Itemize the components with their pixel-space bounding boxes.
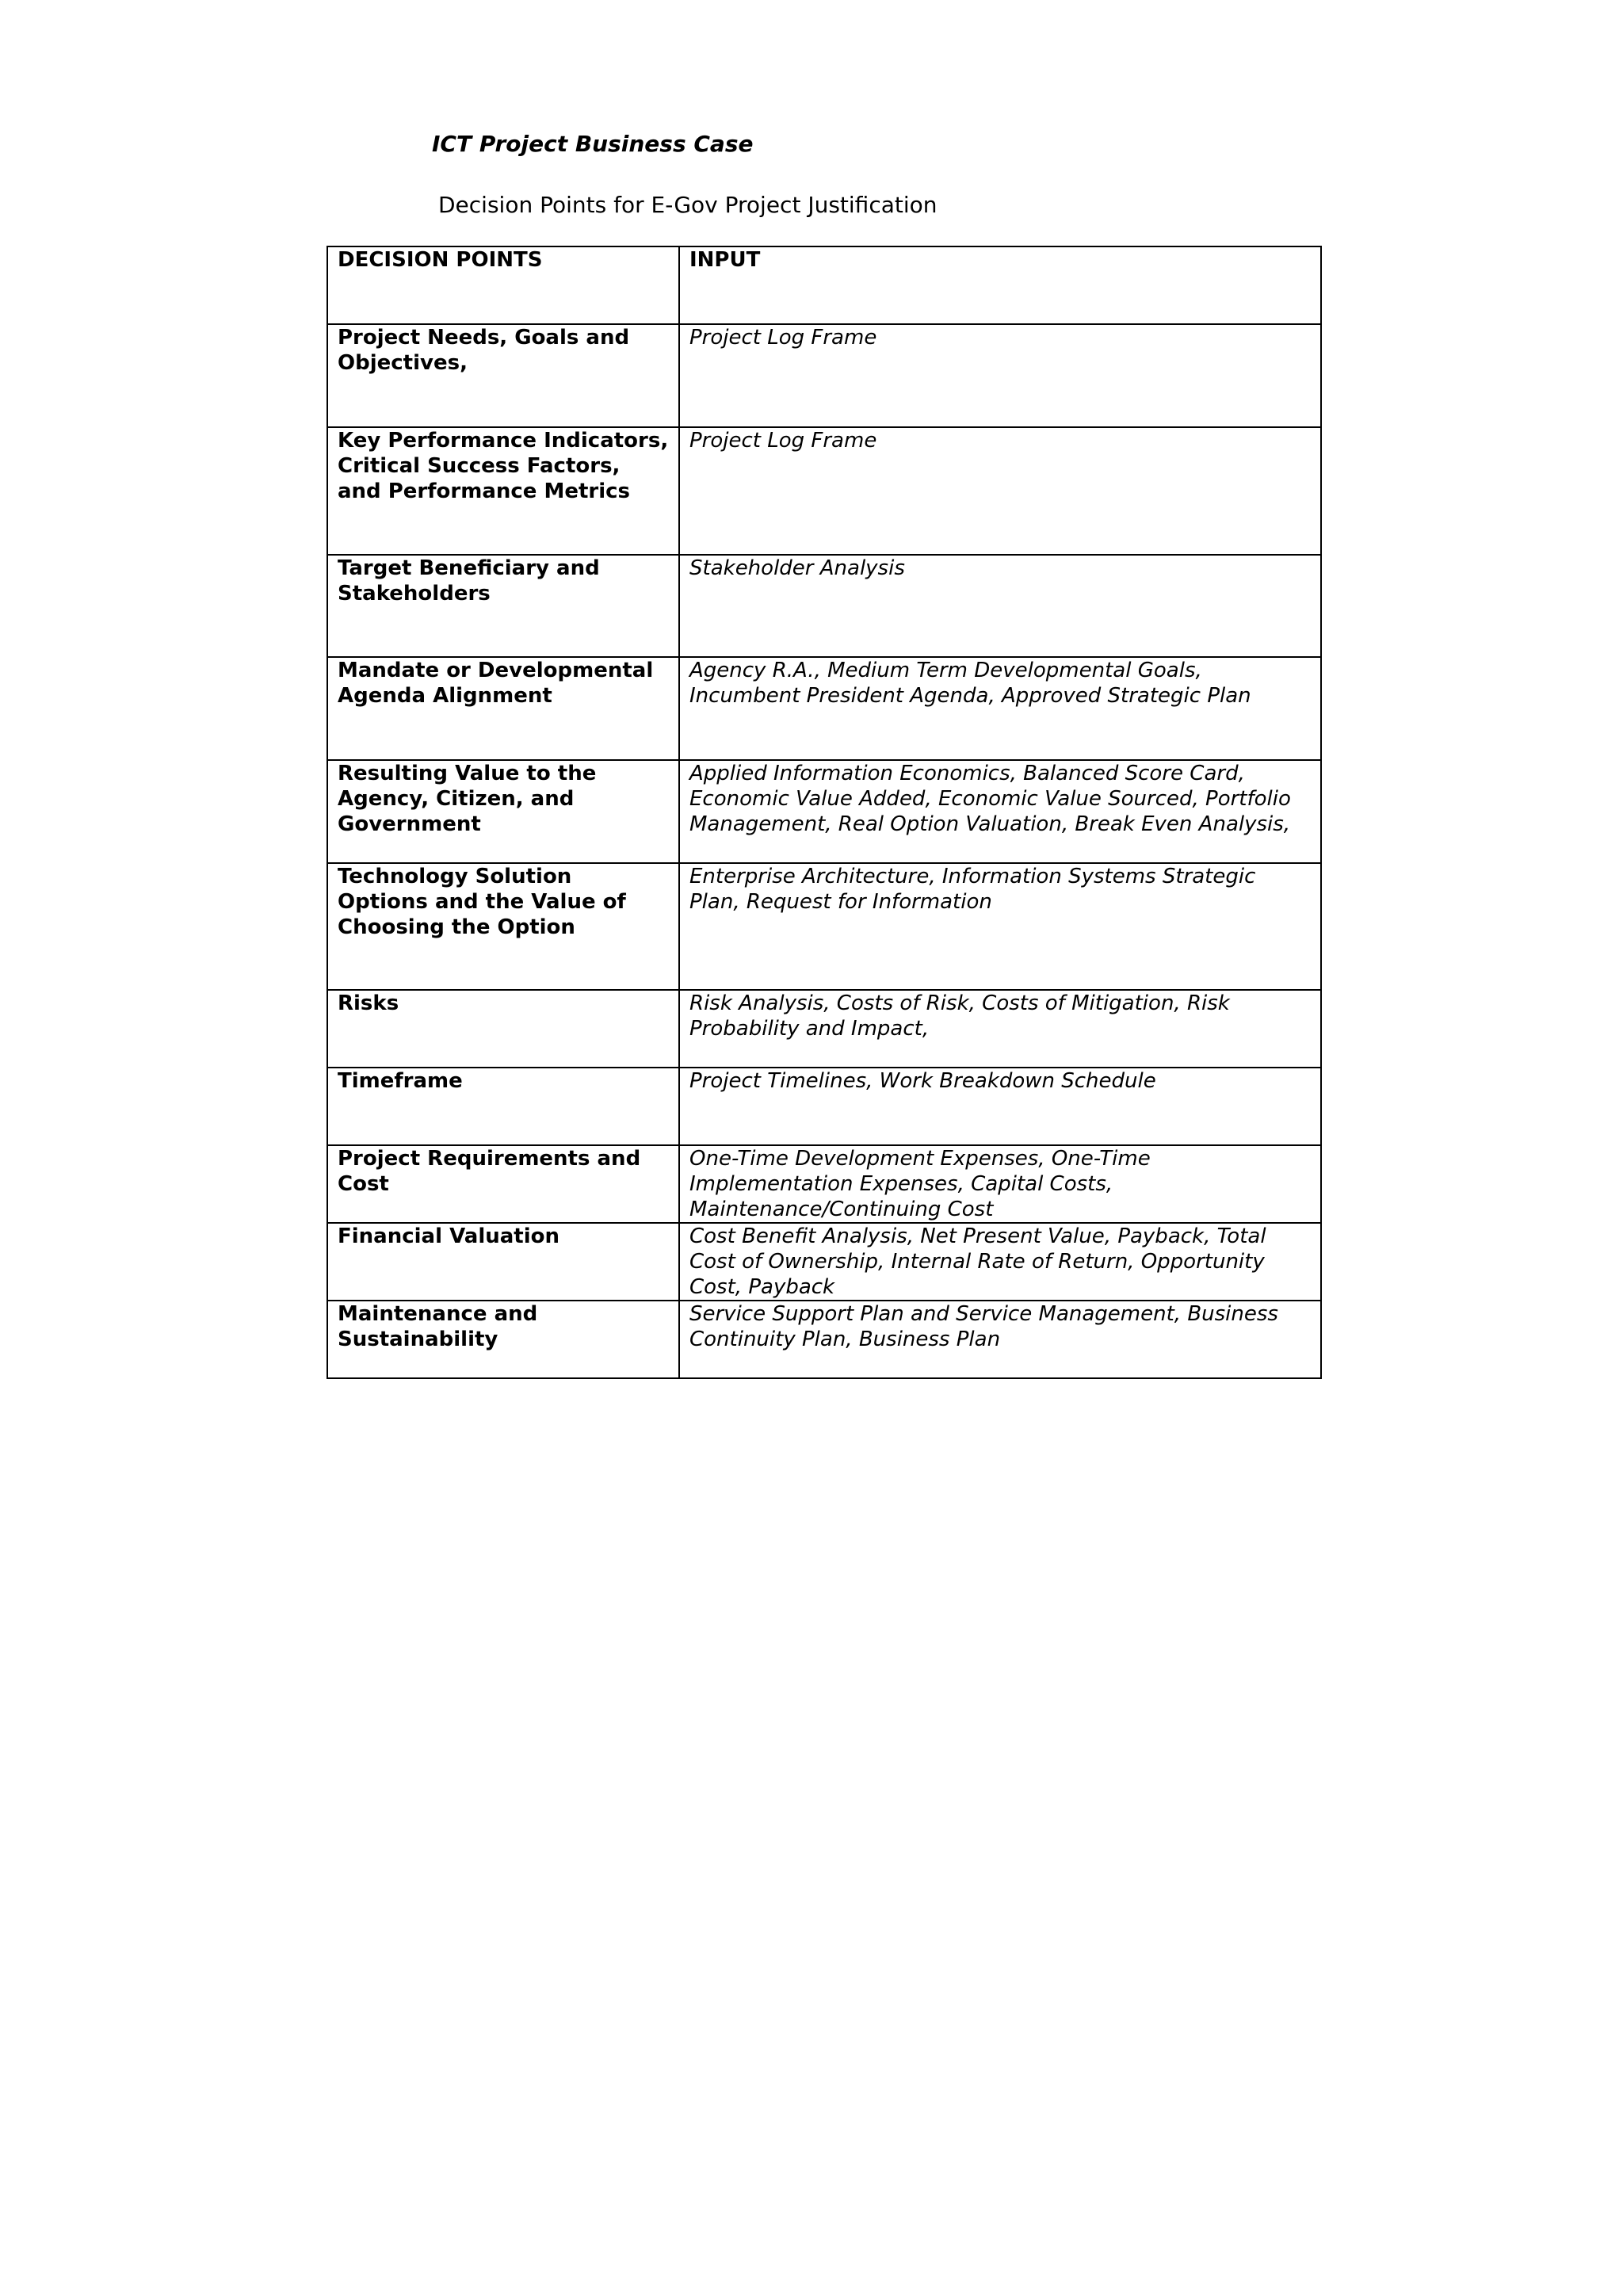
- input-cell: Project Timelines, Work Breakdown Schedule: [679, 1068, 1321, 1145]
- input-cell: Project Log Frame: [679, 427, 1321, 555]
- input-cell: Project Log Frame: [679, 324, 1321, 427]
- input-cell: Enterprise Architecture, Information Systems Strategic Plan, Request for Information: [679, 863, 1321, 990]
- decision-cell: Project Requirements and Cost: [327, 1145, 679, 1223]
- table-row: [327, 1301, 1321, 1378]
- input-cell: Service Support Plan and Service Management, Business Continuity Plan, Business Plan: [679, 1301, 1321, 1378]
- table-row: [327, 1223, 1321, 1301]
- decision-cell: Key Performance Indicators, Critical Success Factors, and Performance Metrics: [327, 427, 679, 555]
- decision-cell: Maintenance and Sustainability: [327, 1301, 679, 1378]
- decision-cell: Project Needs, Goals and Objectives,: [327, 324, 679, 427]
- table-row: [327, 990, 1321, 1068]
- table-row: [327, 657, 1321, 760]
- header-input: INPUT: [679, 246, 1321, 324]
- document-title: ICT Project Business Case: [432, 131, 754, 157]
- table-row: [327, 760, 1321, 863]
- decision-cell: Risks: [327, 990, 679, 1068]
- input-cell: Risk Analysis, Costs of Risk, Costs of Mitigation, Risk Probability and Impact,: [679, 990, 1321, 1068]
- input-cell: Stakeholder Analysis: [679, 555, 1321, 657]
- input-cell: Applied Information Economics, Balanced Score Card, Economic Value Added, Economic Value Sourced, Portfolio Management, Real Option Valuation, Break Even Analysis,: [679, 760, 1321, 863]
- table-row: [327, 427, 1321, 555]
- decision-cell: Financial Valuation: [327, 1223, 679, 1301]
- table-row: [327, 863, 1321, 990]
- table-row: [327, 1068, 1321, 1145]
- decision-cell: Timeframe: [327, 1068, 679, 1145]
- table-row: [327, 324, 1321, 427]
- table-row: [327, 555, 1321, 657]
- input-cell: Agency R.A., Medium Term Developmental Goals, Incumbent President Agenda, Approved Strategic Plan: [679, 657, 1321, 760]
- decision-cell: Technology Solution Options and the Value of Choosing the Option: [327, 863, 679, 990]
- table-header-row: [327, 246, 1321, 324]
- input-cell: One-Time Development Expenses, One-Time Implementation Expenses, Capital Costs, Maintenance/Continuing Cost: [679, 1145, 1321, 1223]
- decision-points-table: [327, 246, 1322, 1379]
- decision-cell: Target Beneficiary and Stakeholders: [327, 555, 679, 657]
- document-subtitle: Decision Points for E-Gov Project Justification: [438, 192, 938, 218]
- decision-cell: Resulting Value to the Agency, Citizen, and Government: [327, 760, 679, 863]
- decision-cell: Mandate or Developmental Agenda Alignment: [327, 657, 679, 760]
- table-row: [327, 1145, 1321, 1223]
- header-decision-points: DECISION POINTS: [327, 246, 679, 324]
- input-cell: Cost Benefit Analysis, Net Present Value, Payback, Total Cost of Ownership, Internal Rate of Return, Opportunity Cost, Payback: [679, 1223, 1321, 1301]
